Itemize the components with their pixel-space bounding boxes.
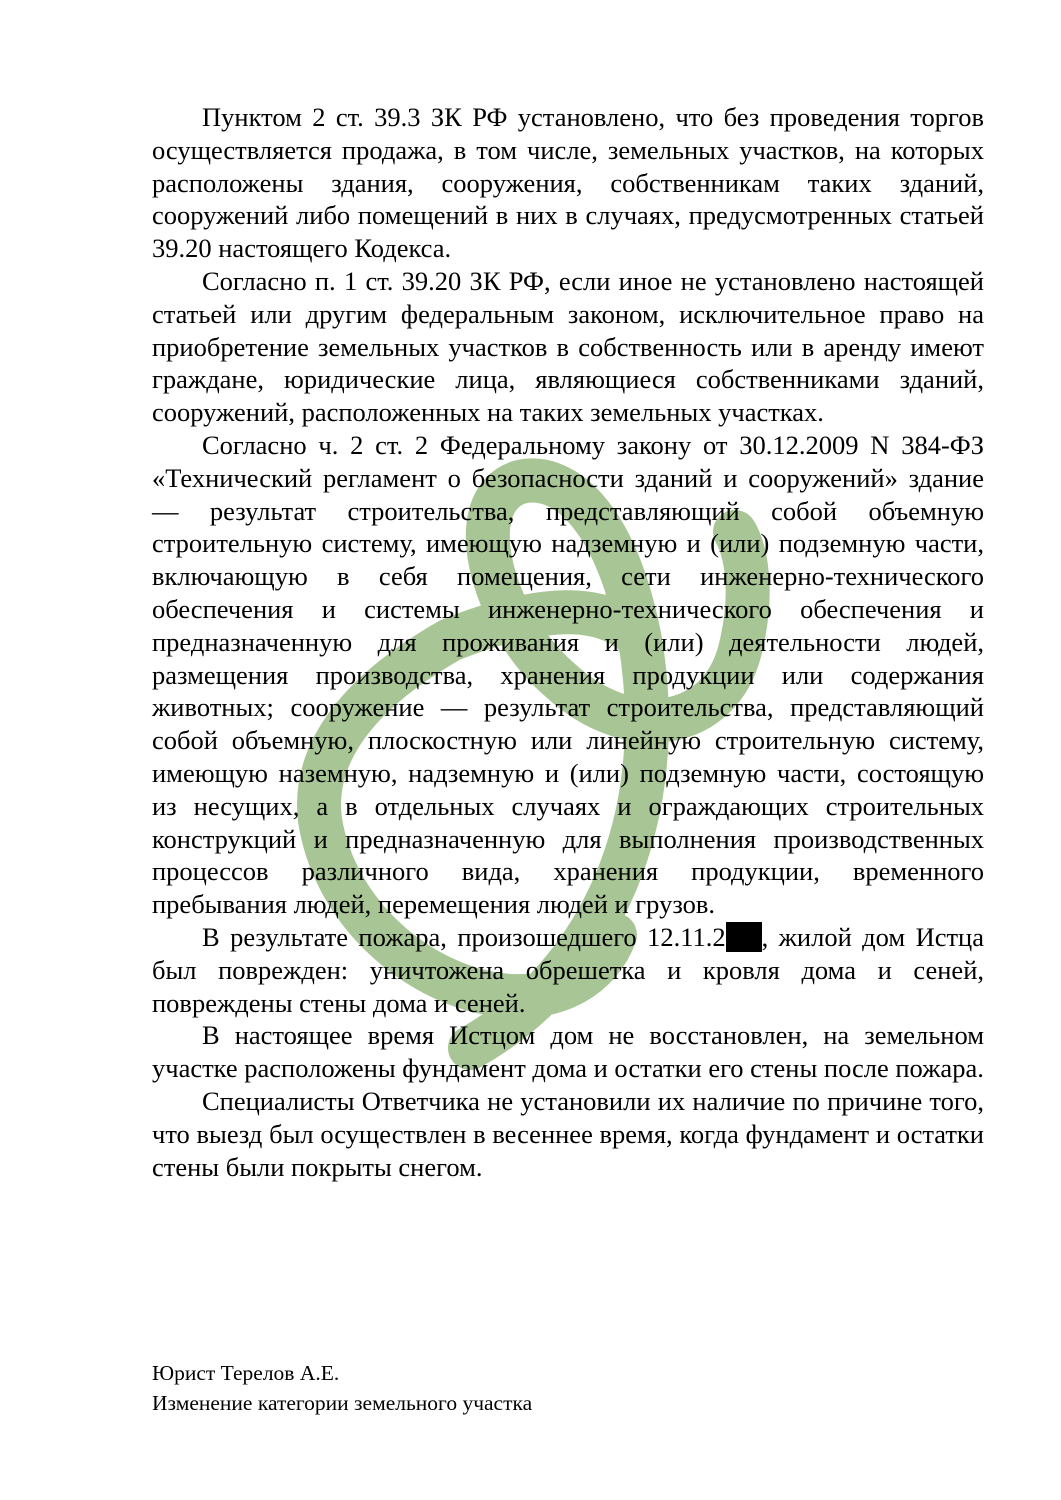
- paragraph-exclusive-right: Согласно п. 1 ст. 39.20 ЗК РФ, если иное не установлено настоящей статьей или другим федеральным законом, исключительное право на приобретение земельных участков в собственность или в аренду имеют граждане, юридические лица, являющиеся собственниками зданий, сооружений, расположенных на таких земельных участках.: [152, 265, 984, 428]
- fire-text-after: , жилой дом Истца был поврежден: уничтожена обрешетка и кровля дома и сеней, повреждены стены дома и сеней.: [152, 921, 984, 1018]
- paragraph-not-restored: В настоящее время Истцом дом не восстановлен, на земельном участке расположены фундамент дома и остатки его стены после пожара.: [152, 1020, 984, 1084]
- redaction-block: [726, 922, 762, 952]
- paragraph-fire: [152, 921, 984, 1019]
- paragraph-specialists: Специалисты Ответчика не установили их наличие по причине того, что выезд был осуществлен в весеннее время, когда фундамент и остатки стены были покрыты снегом.: [152, 1085, 984, 1182]
- document-footer: [152, 1358, 532, 1418]
- document-body: [152, 101, 984, 1183]
- fire-text-before: В результате пожара, произошедшего 12.11.2: [202, 921, 726, 952]
- footer-topic: Изменение категории земельного участка: [152, 1391, 533, 1415]
- footer-author: Юрист Терелов А.Е.: [152, 1361, 340, 1385]
- paragraph-land-sale: Пунктом 2 ст. 39.3 ЗК РФ установлено, что без проведения торгов осуществляется продажа, в том числе, земельных участков, на которых расположены здания, сооружения, собственникам таких зданий, сооружений либо помещений в них в случаях, предусмотренных статьей 39.20 настоящего Кодекса.: [152, 102, 984, 264]
- paragraph-building-definition: Согласно ч. 2 ст. 2 Федеральному закону от 30.12.2009 N 384-ФЗ «Технический регламент о безопасности зданий и сооружений» здание — результат строительства, представляющий собой объемную строительную систему, имеющую надземную и (или) подземную части, включающую в себя помещения, сети инженерно-технического обеспечения и системы инженерно-технического обеспечения и предназначенную для проживания и (или) деятельности людей, размещения производства, хранения продукции или содержания животных; сооружение — результат строительства, представляющий собой объемную, плоскостную или линейную строительную систему, имеющую наземную, надземную и (или) подземную части, состоящую из несущих, а в отдельных случаях и ограждающих строительных конструкций и предназначенную для выполнения производственных процессов различного вида, хранения продукции, временного пребывания людей, перемещения людей и грузов.: [152, 429, 984, 920]
